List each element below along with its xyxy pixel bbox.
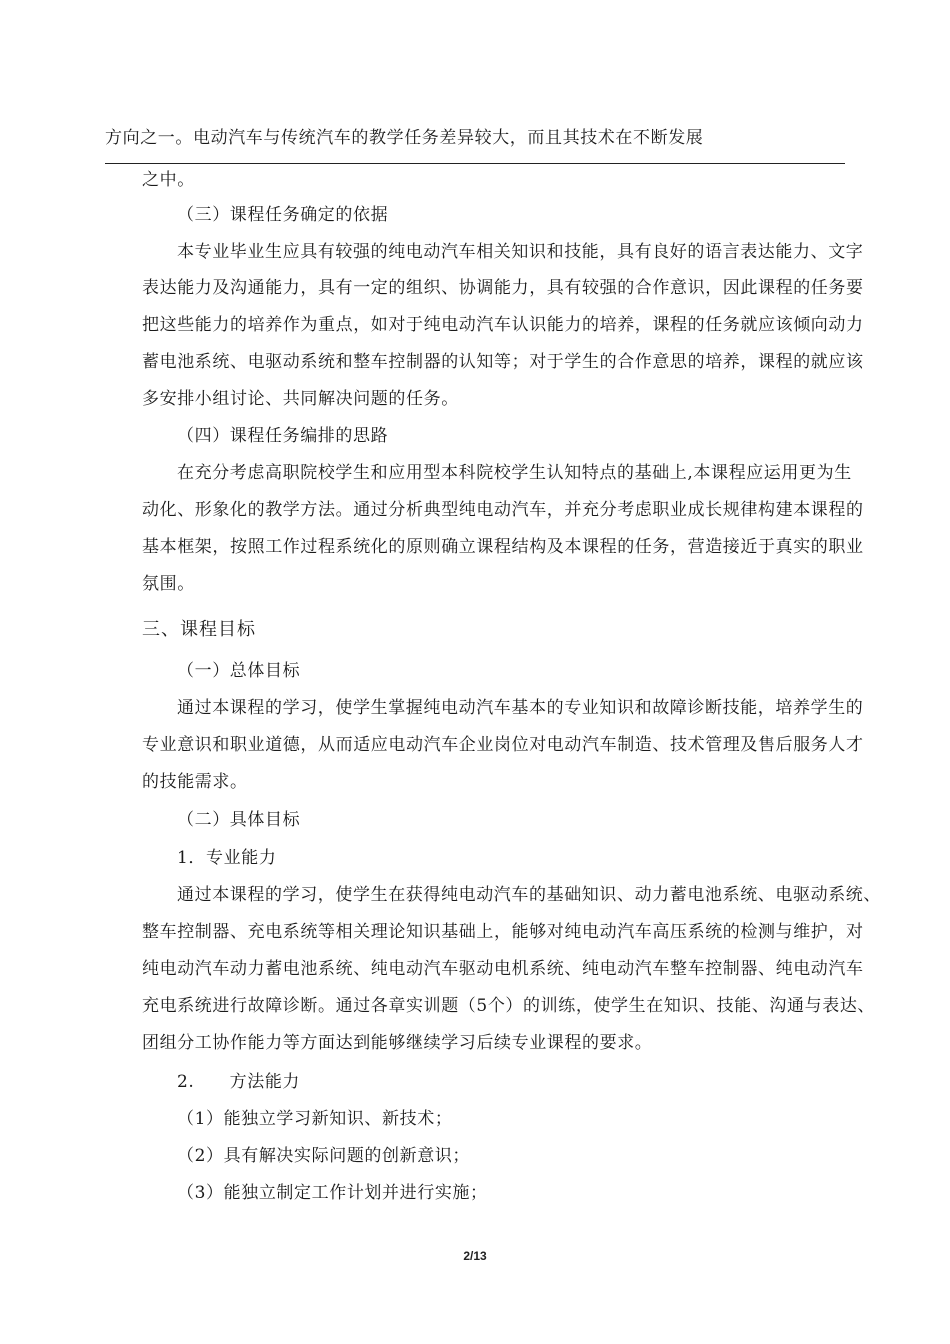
section-heading: （一）总体目标: [177, 661, 301, 681]
section-heading: （四）课程任务编排的思路: [177, 426, 389, 446]
paragraph-line: 表达能力及沟通能力，具有一定的组织、协调能力，具有较强的合作意识，因此课程的任务要: [142, 278, 864, 298]
paragraph-line: 之中。: [142, 170, 195, 190]
paragraph-line: 在充分考虑高职院校学生和应用型本科院校学生认知特点的基础上,本课程应运用更为生: [177, 463, 852, 483]
paragraph-line: 纯电动汽车动力蓄电池系统、纯电动汽车驱动电机系统、纯电动汽车整车控制器、纯电动汽车: [142, 959, 864, 979]
paragraph-line: 基本框架，按照工作过程系统化的原则确立课程结构及本课程的任务，营造接近于真实的职业: [142, 537, 864, 557]
paragraph-line: 的技能需求。: [142, 772, 248, 792]
chapter-heading: 三、课程目标: [142, 619, 256, 640]
paragraph-line: 通过本课程的学习，使学生在获得纯电动汽车的基础知识、动力蓄电池系统、电驱动系统、: [177, 885, 881, 905]
section-heading: （三）课程任务确定的依据: [177, 205, 389, 225]
paragraph-line: 充电系统进行故障诊断。通过各章实训题（5个）的训练，使学生在知识、技能、沟通与表达、: [142, 996, 876, 1016]
paragraph-line: 氛围。: [142, 574, 195, 594]
running-header-text: 方向之一。电动汽车与传统汽车的教学任务差异较大，而且其技术在不断发展: [105, 128, 704, 148]
paragraph-line: 本专业毕业生应具有较强的纯电动汽车相关知识和技能，具有良好的语言表达能力、文字: [177, 242, 864, 262]
paragraph-line: 动化、形象化的教学方法。通过分析典型纯电动汽车，并充分考虑职业成长规律构建本课程的: [142, 500, 864, 520]
paragraph-line: 蓄电池系统、电驱动系统和整车控制器的认知等；对于学生的合作意思的培养，课程的就应该: [142, 352, 864, 372]
paragraph-line: 专业意识和职业道德，从而适应电动汽车企业岗位对电动汽车制造、技术管理及售后服务人才: [142, 735, 864, 755]
paragraph-line: 通过本课程的学习，使学生掌握纯电动汽车基本的专业知识和故障诊断技能，培养学生的: [177, 698, 864, 718]
header-rule: [105, 163, 845, 164]
list-item: （1）能独立学习新知识、新技术；: [177, 1109, 453, 1129]
paragraph-line: 把这些能力的培养作为重点，如对于纯电动汽车认识能力的培养，课程的任务就应该倾向动力: [142, 315, 864, 335]
list-item: （3）能独立制定工作计划并进行实施；: [177, 1183, 488, 1203]
list-item: （2）具有解决实际问题的创新意识；: [177, 1146, 471, 1166]
subsection-heading: 2. 方法能力: [177, 1072, 301, 1092]
page-number: 2/13: [463, 1249, 487, 1263]
subsection-heading: 1．专业能力: [177, 848, 277, 868]
section-heading: （二）具体目标: [177, 810, 301, 830]
paragraph-line: 团组分工协作能力等方面达到能够继续学习后续专业课程的要求。: [142, 1033, 653, 1053]
paragraph-line: 整车控制器、充电系统等相关理论知识基础上，能够对纯电动汽车高压系统的检测与维护，对: [142, 922, 864, 942]
paragraph-line: 多安排小组讨论、共同解决问题的任务。: [142, 389, 459, 409]
